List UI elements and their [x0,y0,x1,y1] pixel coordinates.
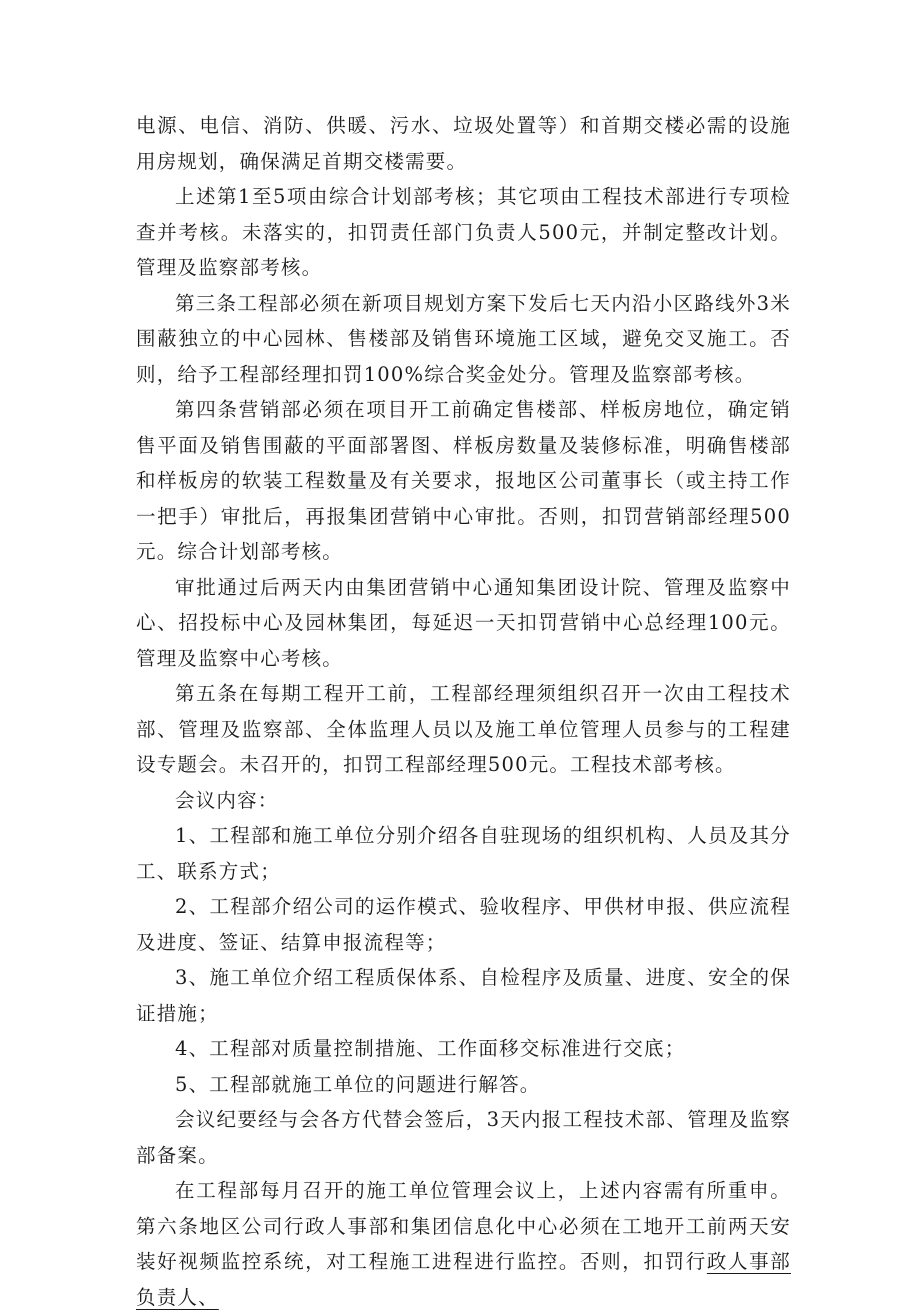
list-item-1: 1、工程部和施工单位分别介绍各自驻现场的组织机构、人员及其分工、联系方式； [136,824,791,883]
paragraph-meeting-content-heading: 会议内容： [175,788,279,812]
paragraph-assessment-items: 上述第1至5项由综合计划部考核；其它项由工程技术部进行专项检查并考核。未落实的，扣罚责任部门负责人500元，并制定整改计划。管理及监察部考核。 [136,185,791,279]
paragraph-article-6 [136,1173,791,1315]
paragraph-meeting-minutes: 会议纪要经与会各方代替会签后，3天内报工程技术部、管理及监察部备案。 [136,1108,791,1167]
paragraph-article-5: 第五条在每期工程开工前，工程部经理须组织召开一次由工程技术部、管理及监察部、全体监理人员以及施工单位管理人员参与的工程建设专题会。未召开的，扣罚工程部经理500元。工程技术部考核。 [136,682,791,776]
underlined-text: 政人事部负责人、 [136,1250,791,1309]
list-item-4: 4、工程部对质量控制措施、工作面移交标准进行交底； [175,1037,686,1060]
paragraph-facility-planning: 电源、电信、消防、供暖、污水、垃圾处置等）和首期交楼必需的设施用房规划，确保满足首期交楼需要。 [136,114,791,173]
paragraph-article-6-text: 在工程部每月召开的施工单位管理会议上，上述内容需有所重申。第六条地区公司行政人事部和集团信息化中心必须在工地开工前两天安装好视频监控系统，对工程施工进程进行监控。否则，扣罚行 [136,1179,791,1273]
paragraph-article-4: 第四条营销部必须在项目开工前确定售楼部、样板房地位，确定销售平面及销售围蔽的平面部署图、样板房数量及装修标准，明确售楼部和样板房的软装工程数量及有关要求，报地区公司董事长（或主持工作一把手）审批后，再报集团营销中心审批。否则，扣罚营销部经理500元。综合计划部考核。 [136,398,791,563]
document-page [136,108,791,1315]
list-item-2: 2、工程部介绍公司的运作模式、验收程序、甲供材申报、供应流程及进度、签证、结算申报流程等； [136,895,791,954]
list-item-3: 3、施工单位介绍工程质保体系、自检程序及质量、进度、安全的保证措施； [136,966,791,1025]
list-item-5: 5、工程部就施工单位的问题进行解答。 [175,1072,541,1096]
paragraph-approval-notice: 审批通过后两天内由集团营销中心通知集团设计院、管理及监察中心、招投标中心及园林集团，每延迟一天扣罚营销中心总经理100元。管理及监察中心考核。 [136,575,791,670]
paragraph-article-3: 第三条工程部必须在新项目规划方案下发后七天内沿小区路线外3米围蔽独立的中心园林、售楼部及销售环境施工区域，避免交叉施工。否则，给予工程部经理扣罚100%综合奖金处分。管理及监察部考核。 [136,291,791,386]
